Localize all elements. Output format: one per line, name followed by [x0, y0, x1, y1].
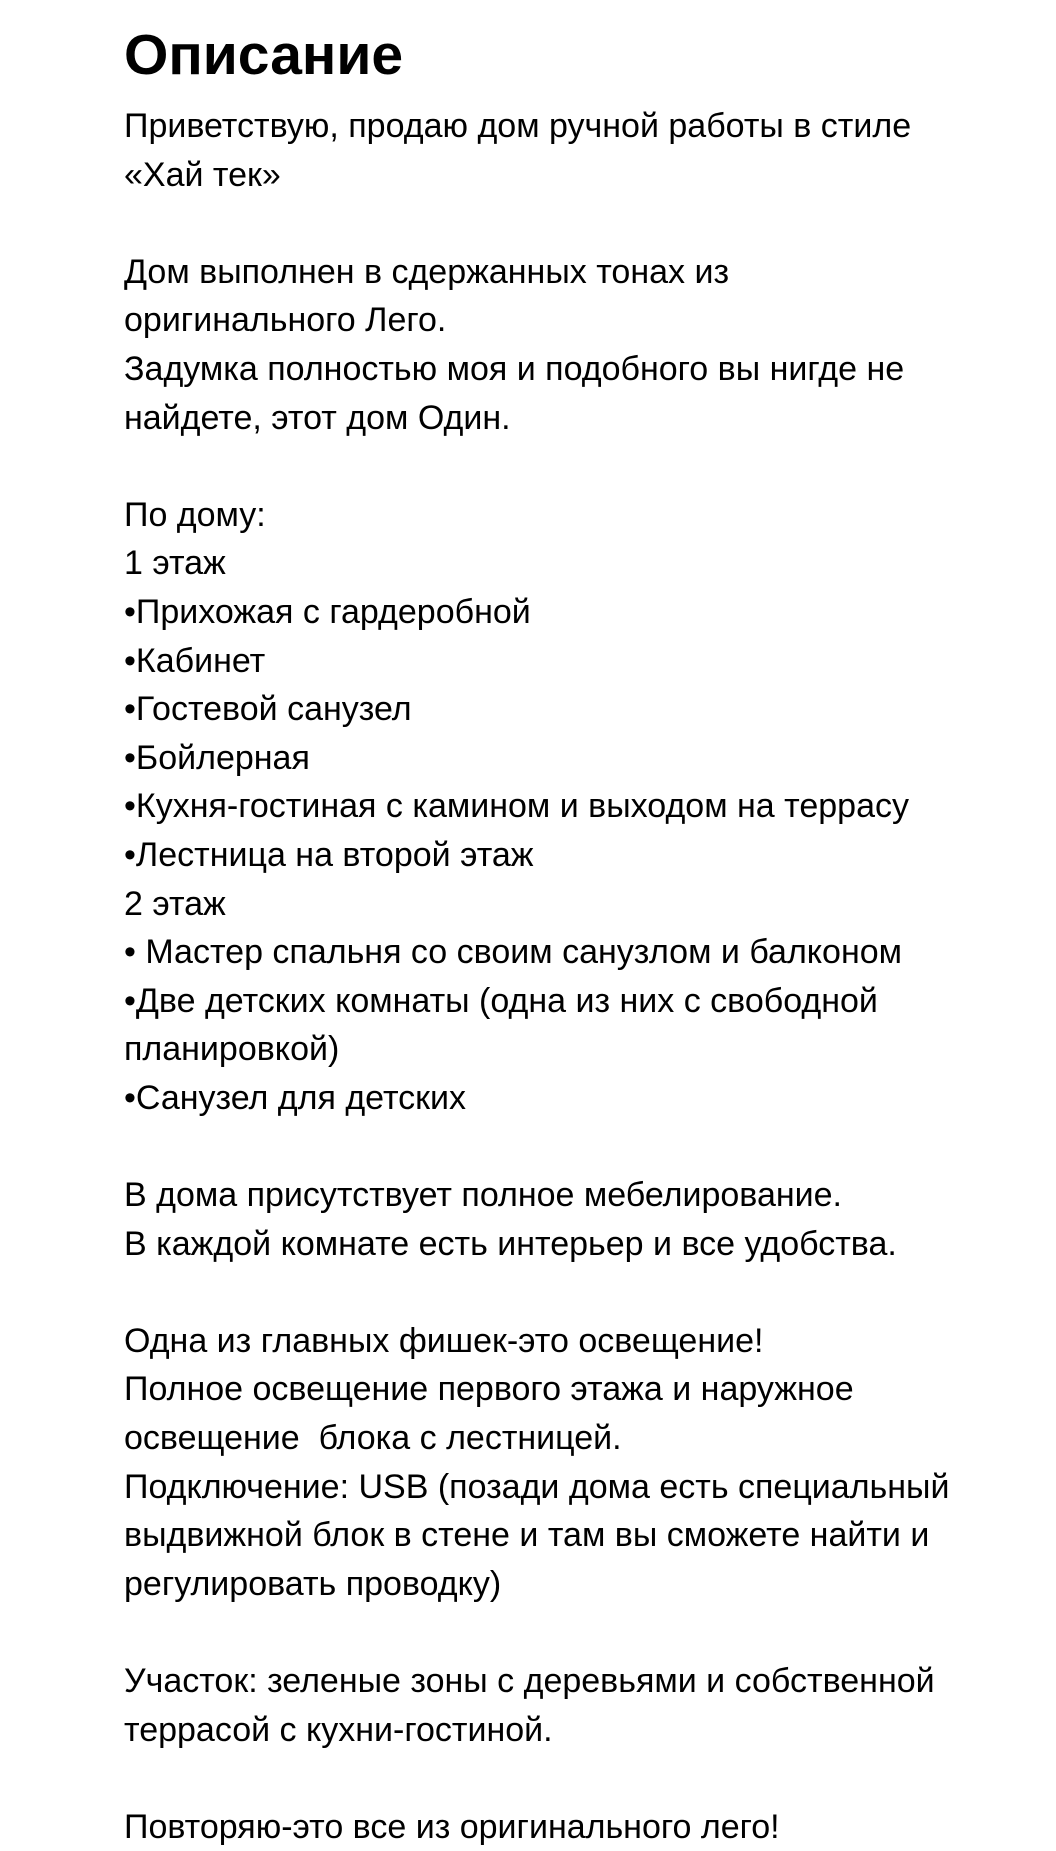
- description-text: [124, 102, 984, 1851]
- description-line: 1 этаж: [124, 544, 226, 583]
- bullet-item: •Две детских комнаты (одна из них с свободной: [124, 981, 878, 1020]
- bullet-item: •Лестница на второй этаж: [124, 835, 534, 874]
- description-line: Подключение: USB (позади дома есть специальный: [124, 1467, 950, 1506]
- blank-line: [124, 1268, 984, 1317]
- blank-line: [124, 1608, 984, 1657]
- description-line: 2 этаж: [124, 884, 226, 923]
- description-line: Участок: зеленые зоны с деревьями и собственной: [124, 1662, 935, 1700]
- bullet-item: •Гостевой санузел: [124, 690, 412, 729]
- description-line: выдвижной блок в стене и там вы сможете найти и: [124, 1516, 930, 1555]
- description-line: Задумка полностью моя и подобного вы нигде не: [124, 349, 905, 388]
- bullet-item: •Кабинет: [124, 641, 266, 680]
- blank-line: [124, 1754, 984, 1803]
- description-line: В каждой комнате есть интерьер и все удобства.: [124, 1224, 897, 1263]
- description-line: По дому:: [124, 495, 266, 534]
- description-section: [124, 22, 984, 1851]
- description-line: Одна из главных фишек-это освещение!: [124, 1321, 764, 1360]
- description-line: Полное освещение первого этажа и наружное: [124, 1370, 854, 1409]
- description-line: регулировать проводку): [124, 1564, 502, 1603]
- bullet-item: •Санузел для детских: [124, 1078, 467, 1117]
- section-title: Описание: [124, 23, 404, 87]
- description-line: найдете, этот дом Один.: [124, 398, 511, 437]
- description-line: В дома присутствует полное мебелирование.: [124, 1176, 843, 1215]
- description-line: Дом выполнен в сдержанных тонах из: [124, 252, 730, 291]
- description-line: оригинального Лего.: [124, 301, 447, 340]
- description-line: планировкой): [124, 1030, 340, 1069]
- bullet-item: •Бойлерная: [124, 738, 310, 777]
- blank-line: [124, 442, 984, 491]
- description-line: «Хай тек»: [124, 155, 281, 194]
- description-line: террасой с кухни-гостиной.: [124, 1710, 553, 1749]
- blank-line: [124, 199, 984, 248]
- description-line: освещение блока с лестницей.: [124, 1419, 622, 1458]
- blank-line: [124, 1122, 984, 1171]
- description-line: Повторяю-это все из оригинального лего!: [124, 1807, 780, 1846]
- bullet-item: •Прихожая с гардеробной: [124, 592, 531, 631]
- bullet-item: • Мастер спальня со своим санузлом и балконом: [124, 933, 903, 972]
- bullet-item: •Кухня-гостиная с камином и выходом на террасу: [124, 787, 909, 826]
- description-line: Приветствую, продаю дом ручной работы в стиле: [124, 107, 912, 145]
